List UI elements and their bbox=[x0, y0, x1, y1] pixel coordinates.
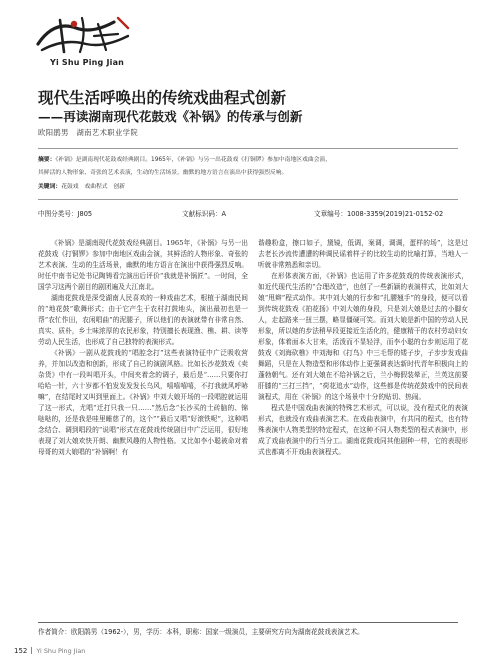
abstract-line-2: 其鲜活的人物形象、奇张的艺术表演，生动的生活场景，幽默的地方语言在演出中获得强烈反响。 bbox=[38, 170, 288, 176]
article-id: 文章编号：1008-3359(2019)21-0152-02 bbox=[314, 210, 444, 218]
keywords: 花鼓戏 戏曲程式 创新 bbox=[61, 184, 125, 190]
classification-number: 中图分类号：J805 bbox=[38, 210, 93, 218]
journal-logo bbox=[30, 14, 142, 74]
body-paragraph: 谐趣粉盒，擦口如子，黛镜，低调，案调，调调，蛋样的场”，这是过去老长沙流传遭遭的种调民谣着样子的比较生动的比喻打算，当地人一听就非常熟悉和亲切。 bbox=[258, 239, 468, 269]
body-column-left bbox=[38, 238, 248, 458]
body-paragraph: 湖南花鼓戏是深受湖南人民喜欢的一种戏曲艺术，根植于湖南民间的“地花鼓”歌舞形式；由于它产生于农村打鼓地头，演出最初也是一帮“农忙作田，农闲唱曲”的泥腿子，所以他们的表演就带有非常自然、真实、质朴，乡土味浓厚的农民形象，特别擅长表现渔、樵、耕、读等劳动人民生活，也形成了自己独特的表演形式。 bbox=[38, 294, 248, 346]
author-affiliation: 欧阳鹃男 湖南艺术职业学院 bbox=[38, 128, 139, 137]
abstract-box bbox=[38, 148, 458, 200]
logo-calligraphy-icon bbox=[34, 14, 134, 56]
page-number: 152 bbox=[14, 647, 28, 655]
keywords-label: 关键词： bbox=[38, 184, 62, 190]
body-paragraph: 程式是中国戏曲表演的特殊艺术形式，可以说，没有程式化的表演形式，也就没有戏曲表演艺术。在戏曲表演中，有共同的程式，也有特殊表演中人物类型的特定程式，在这种不同人物类型的程式表演中，形成了戏曲表演中的行当分工。湖南花鼓戏同其他剧种一样，它的表现形式也都离不开戏曲表演程式。 bbox=[258, 404, 468, 456]
logo-pinyin: Yi Shu Ping Jian bbox=[50, 58, 125, 67]
body-paragraph: 《补锅》是湖南现代花鼓戏经典剧目。1965年，《补锅》与另一出花鼓戏《打铜锣》参加中南地区戏曲会演，其鲜活的人物形象、奇张的艺术表演、生动的生活场景，幽默的地方语言在演出中获得强烈反响。时任中南书记处书记陶铸看完演出后评价“我就是补锅匠”。一时间，全国学习这两个剧目的剧团遍及大江南北。 bbox=[38, 239, 248, 291]
footer-divider bbox=[31, 647, 32, 654]
abstract-line-1: 摘要：《补锅》是湖南现代花鼓戏经典剧目。1965年，《补锅》与另一出花鼓戏《打铜锣》参加中南地区戏曲会演， bbox=[38, 157, 332, 163]
body-column-right bbox=[258, 238, 468, 458]
document-code: 文献标识码：A bbox=[182, 210, 227, 218]
author-footnote: 作者简介：欧阳鹃男（1962-），男，学历：本科，职称：国家一级演员，主要研究方向为湖南花鼓戏表演艺术。 bbox=[38, 622, 458, 636]
keywords-line bbox=[38, 181, 125, 190]
body-paragraph: 《补锅》一剧从花鼓戏的“唱腔念打”这些表演特征中广泛吸收营养，并加以改造和创新，形成了自己的演剧风格。比如长沙花鼓戏《卖杂货》中有一段叫唱开头，中间夹着念的调子，最后是“……只要你打哈哈一针，六十岁都不怕发发发发长乌风，嘻嘻嘻嘻，不打我就风呼哧嘛”，在结尾时又叫到里面上。《补锅》中刘大娘开场的一段唱腔就运用了这一形式，尤唱“迁打只我一只……”然后念“长沙买的土砖脑的、锦哒哒的，还是我是哇里睡慈了的，这个”“最后又唱“好滚铁呢”，这种唱念结合、调到唱段的“说唱”形式在花鼓戏传统剧目中广泛运用，很好地表现了刘大娘欢快开朗、幽默风趣的人物性格。又比如李小聪被命对着母哥的刘大娘唱的“补锅啊！有 bbox=[38, 349, 248, 456]
journal-name: Yi Shu Ping Jian bbox=[36, 647, 86, 655]
article-title: 现代生活呼唤出的传统戏曲程式创新 bbox=[38, 88, 287, 107]
abstract-label: 摘要： bbox=[38, 157, 56, 163]
article-subtitle: ——再读湖南现代花鼓戏《补锅》的传承与创新 bbox=[38, 109, 303, 124]
page-footer bbox=[14, 647, 85, 655]
body-paragraph: 在形体表演方面，《补锅》也运用了许多花鼓戏的传统表演形式，如近代现代生活的“合理改造”，也创了一些新颖的表演样式，比如刘大娘“甩辫”程式动作。其中刘大娘的行步和“扎腰翘手”的身段，便可以看到传统花鼓戏《拍花扬》中刘大娘的身段，只是刘大娘是过去的小脚女人，走起路来一扭三摆，略显僵硬可笑。而刘大娘是新中国的劳动人民形象，所以她的步法稍早段更接近生活化的，健康精干的农村劳动妇女形象，体着面本大甘来，活泼而不显轻浮，而李小聪的台步则运用了花鼓戏《刘海砍樵》中刘海和《打鸟》中三毛帮的矮子步，子步步发戏曲舞蹈，只是在人物造型和形体动作上更强调表达新时代青年积极向上的蓬勃朝气。还有刘大娘在不给补锅之后，兰小梅假装晕正，兰英这前要肝膝的“三打三挡”，“荷花追水”动作，这些都是传统花鼓戏中的民间表演程式，用在《补锅》的这个场景中十分的贴切、热闹。 bbox=[258, 272, 468, 401]
